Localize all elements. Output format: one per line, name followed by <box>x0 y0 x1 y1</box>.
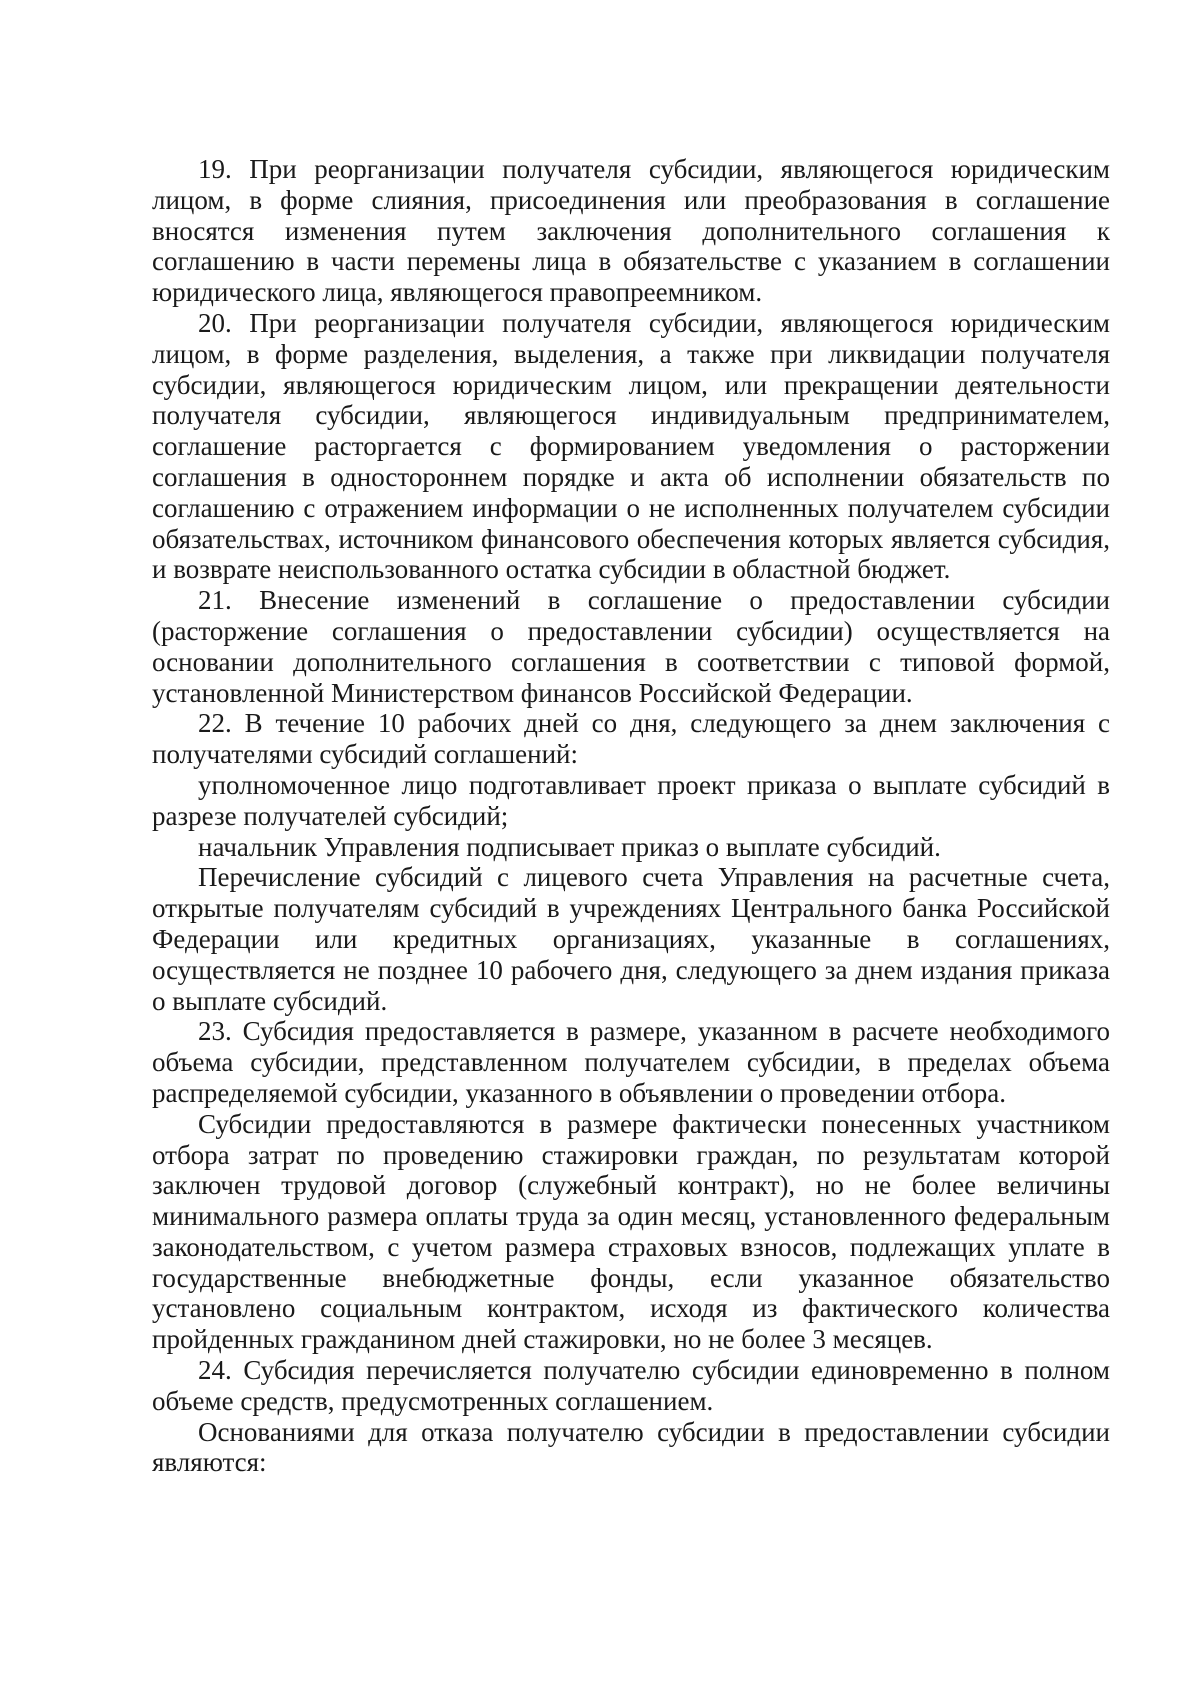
paragraph-22-item-2: начальник Управления подписывает приказ о выплате субсидий. <box>198 831 941 862</box>
paragraph-22: 22. В течение 10 рабочих дней со дня, следующего за днем заключения с получателями субсидий соглашений: <box>152 708 1110 770</box>
paragraph-23: 23. Субсидия предоставляется в размере, указанном в расчете необходимого объема субсидии, представленном получателем субсидии, в пределах объема распределяемой субсидии, указанного в объявлении о проведении отбора. <box>152 1016 1110 1108</box>
paragraph-21: 21. Внесение изменений в соглашение о предоставлении субсидии (расторжение соглашения о предоставлении субсидии) осуществляется на основании дополнительного соглашения в соответствии с типовой формой, установленной Министерством финансов Российской Федерации. <box>152 585 1110 708</box>
paragraph-22-item-1: уполномоченное лицо подготавливает проект приказа о выплате субсидий в разрезе получателей субсидий; <box>152 769 1110 831</box>
paragraph-transfer: Перечисление субсидий с лицевого счета Управления на расчетные счета, открытые получателям субсидий в учреждениях Центрального банка Российской Федерации или кредитных организациях, указанные в соглашениях, осуществляется не позднее 10 рабочего дня, следующего за днем издания приказа о выплате субсидий. <box>152 862 1110 1016</box>
paragraph-23-amount: Субсидии предоставляются в размере фактически понесенных участником отбора затрат по проведению стажировки граждан, по результатам которой заключен трудовой договор (служебный контракт), но не более величины минимального размера оплаты труда за один месяц, установленного федеральным законодательством, с учетом размера страховых взносов, подлежащих уплате в государственные внебюджетные фонды, если указанное обязательство установлено социальным контрактом, исходя из фактического количества пройденных гражданином дней стажировки, но не более 3 месяцев. <box>152 1108 1110 1355</box>
paragraph-19: 19. При реорганизации получателя субсидии, являющегося юридическим лицом, в форме слияния, присоединения или преобразования в соглашение вносятся изменения путем заключения дополнительного соглашения к соглашению в части перемены лица в обязательстве с указанием в соглашении юридического лица, являющегося правопреемником. <box>152 154 1110 308</box>
paragraph-24: 24. Субсидия перечисляется получателю субсидии единовременно в полном объеме средств, предусмотренных соглашением. <box>152 1355 1110 1416</box>
paragraph-20: 20. При реорганизации получателя субсидии, являющегося юридическим лицом, в форме разделения, выделения, а также при ликвидации получателя субсидии, являющегося юридическим лицом, или прекращении деятельности получателя субсидии, являющегося индивидуальным предпринимателем, соглашение расторгается с формированием уведомления о расторжении соглашения в одностороннем порядке и акта об исполнении обязательств по соглашению с отражением информации о не исполненных получателем субсидии обязательствах, источником финансового обеспечения которых является субсидия, и возврате неиспользованного остатка субсидии в областной бюджет. <box>152 307 1110 585</box>
document-body <box>152 154 1110 1478</box>
paragraph-refusal-grounds: Основаниями для отказа получателю субсидии в предоставлении субсидии являются: <box>152 1416 1110 1478</box>
